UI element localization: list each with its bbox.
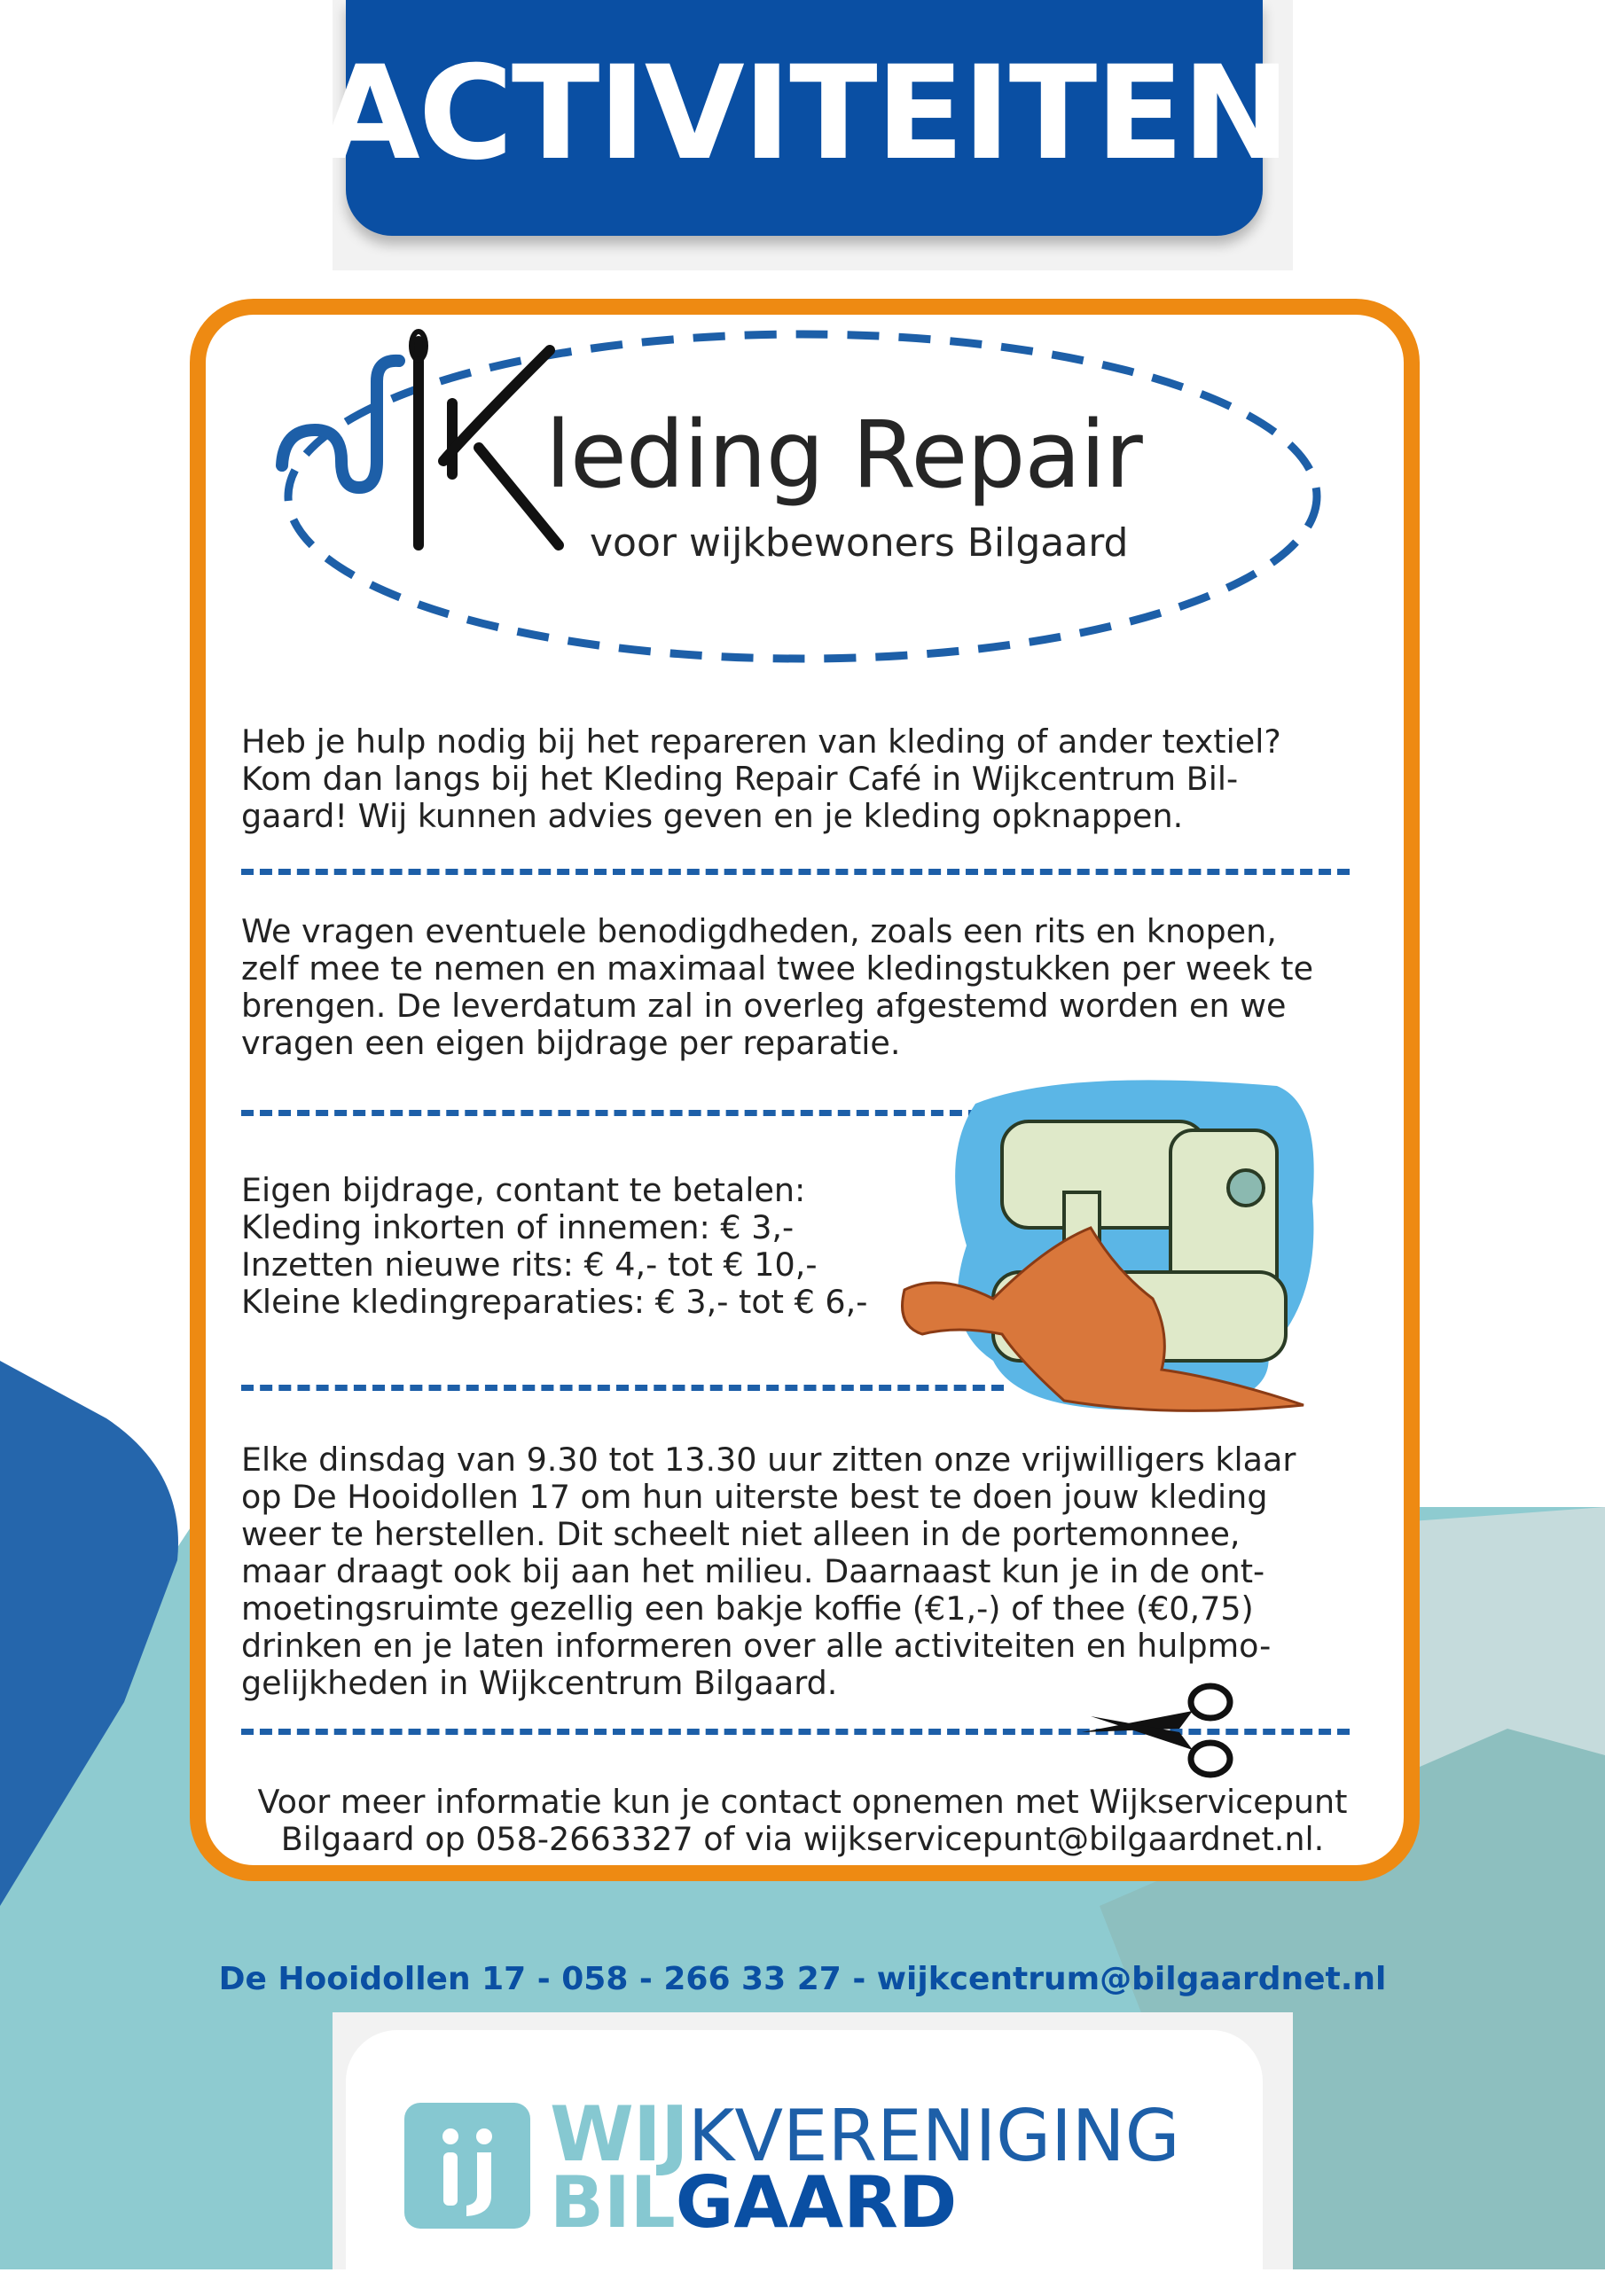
dashed-divider — [241, 869, 1350, 875]
logo-subtitle: voor wijkbewoners Bilgaard — [590, 520, 1129, 566]
conditions-paragraph: We vragen eventuele benodigdheden, zoals een rits en knopen, zelf mee te nemen en maximaal twee kledingstukken per week te brengen. De leverdatum zal in overleg afgestemd worden en we vragen een eigen bijdrage per reparatie. — [241, 912, 1314, 1062]
page-title: ACTIVITEITEN — [319, 38, 1289, 189]
price-list — [241, 1172, 867, 1321]
page-banner — [319, 0, 1289, 236]
sewing-machine-icon — [887, 1068, 1326, 1418]
contact-paragraph: Voor meer informatie kun je contact opnemen met Wijkservicepunt Bilgaard op 058-2663327 of via wijkservicepunt@bilgaardnet.nl. — [257, 1783, 1348, 1858]
intro-paragraph: Heb je hulp nodig bij het repareren van kleding of ander textiel? Kom dan langs bij het Kleding Repair Café in Wijkcentrum Bil- gaard! Wij kunnen advies geven en je kleding opknappen. — [241, 722, 1281, 835]
price-item: Kleding inkorten of innemen: € 3,- — [241, 1208, 795, 1246]
logo-title: leding Repair — [545, 401, 1142, 509]
dashed-divider — [241, 1110, 999, 1116]
ij-logo-icon — [404, 2103, 530, 2229]
org-name-line2: BILGAARD — [550, 2161, 958, 2244]
org-name-line1: WIJKVERENIGING — [550, 2090, 1180, 2179]
scissors-icon — [1082, 1677, 1241, 1784]
price-item: Kleine kledingreparaties: € 3,- tot € 6,- — [241, 1283, 868, 1321]
thread-icon — [282, 361, 399, 488]
opening-hours-paragraph: Elke dinsdag van 9.30 tot 13.30 uur zitten onze vrijwilligers klaar op De Hooidollen 17 om hun uiterste best te doen jouw kleding weer te herstellen. Dit scheelt niet alleen in de portemonnee, maar draagt ook bij aan het milieu. Daarnaast kun je in de ont- moetingsruimte gezellig een bakje koffie (€1,-) of thee (€0,75) drinken en je laten informeren over alle activiteiten en hulpmo- gelijkheden in Wijkcentrum Bilgaard. — [241, 1441, 1296, 1702]
price-item: Inzetten nieuwe rits: € 4,- tot € 10,- — [241, 1246, 818, 1284]
k-letter-icon — [443, 350, 559, 545]
price-heading: Eigen bijdrage, contant te betalen: — [241, 1171, 806, 1209]
footer-contact: De Hooidollen 17 - 058 - 266 33 27 - wijkcentrum@bilgaardnet.nl — [218, 1961, 1387, 1997]
needle-icon — [411, 332, 426, 545]
